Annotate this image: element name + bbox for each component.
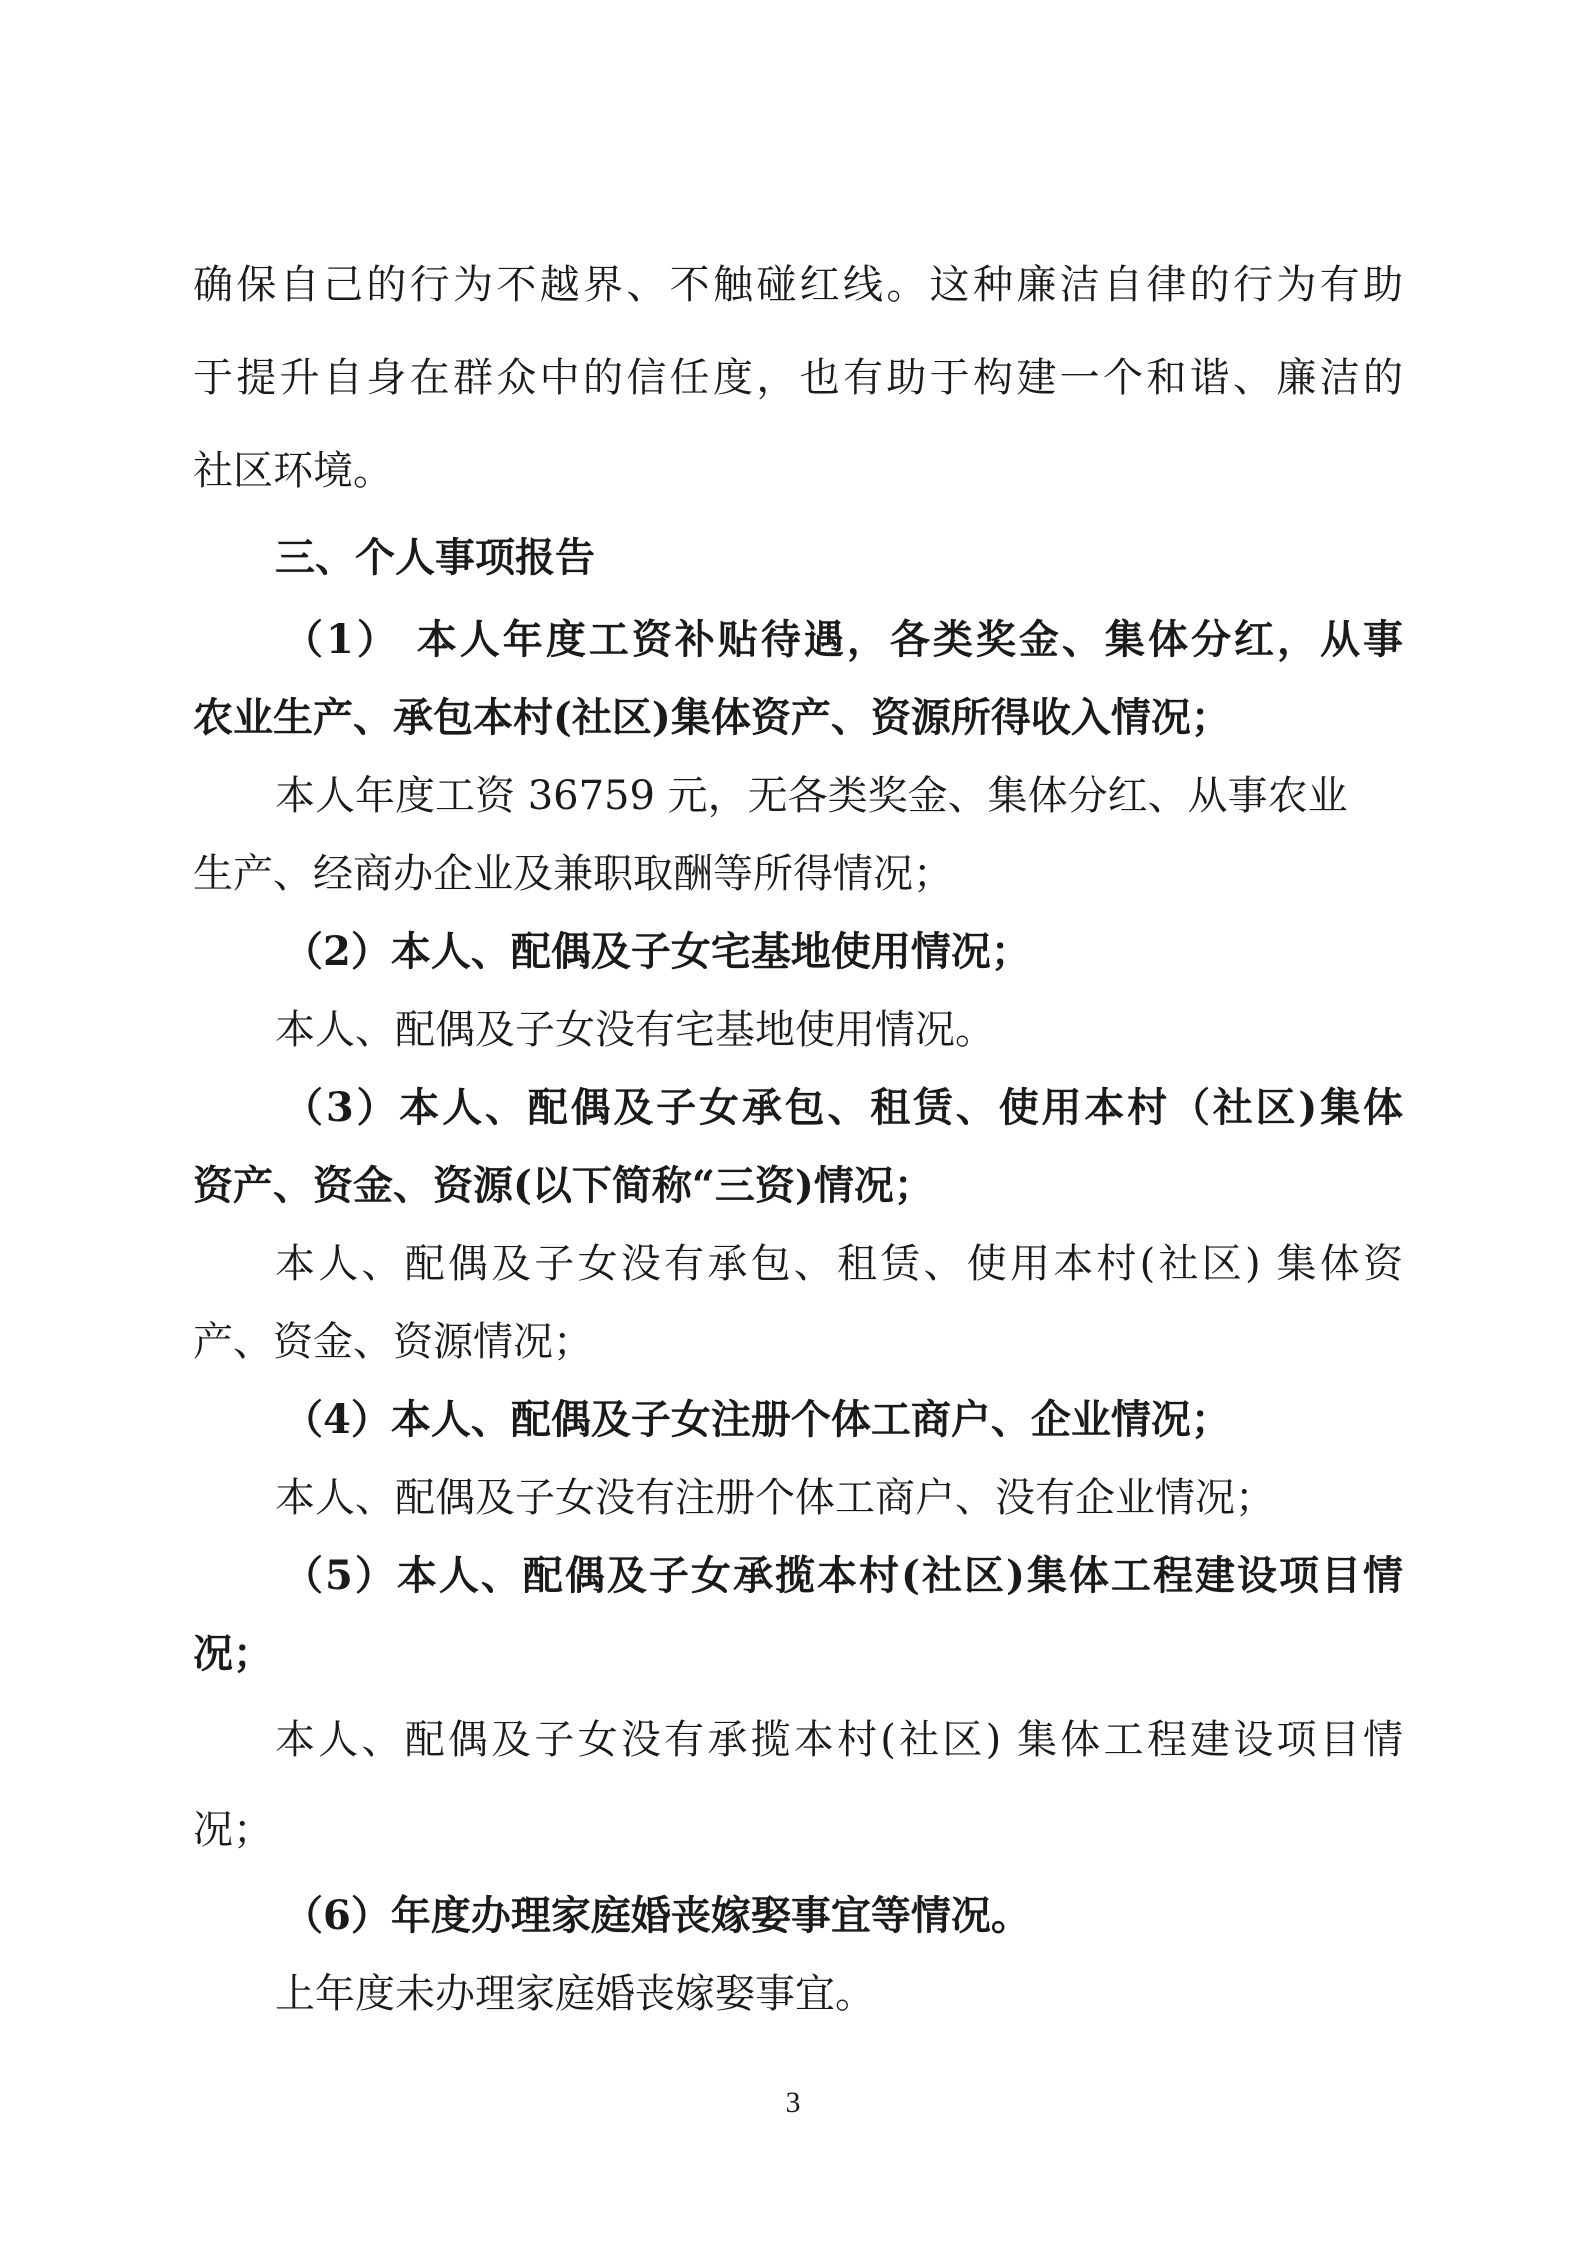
item-1-heading-line-2: 农业生产、承包本村(社区)集体资产、资源所得收入情况； <box>193 694 1231 741</box>
item-1-heading-line-1: （1） 本人年度工资补贴待遇，各类奖金、集体分红，从事 <box>283 616 1403 663</box>
item-2-heading: （2）本人、配偶及子女宅基地使用情况； <box>283 928 1031 975</box>
item-3-answer-line-2: 产、资金、资源情况； <box>193 1319 593 1365</box>
page-number: 3 <box>785 2086 801 2119</box>
item-3-answer-line-1: 本人、配偶及子女没有承包、租赁、使用本村(社区) 集体资 <box>275 1241 1403 1287</box>
item-4-heading: （4）本人、配偶及子女注册个体工商户、企业情况； <box>283 1396 1231 1443</box>
item-5-answer-line-2: 况； <box>193 1807 273 1853</box>
item-1-answer-line-1: 本人年度工资 36759 元，无各类奖金、集体分红、从事农业 <box>275 773 1348 819</box>
item-6-heading: （6）年度办理家庭婚丧嫁娶事宜等情况。 <box>283 1892 1031 1939</box>
item-1-answer-line-2: 生产、经商办企业及兼职取酬等所得情况； <box>193 851 953 897</box>
section-heading: 三、个人事项报告 <box>275 534 595 581</box>
item-5-heading-line-2: 况； <box>193 1630 273 1677</box>
item-6-answer: 上年度未办理家庭婚丧嫁娶事宜。 <box>275 1971 875 2017</box>
item-4-answer: 本人、配偶及子女没有注册个体工商户、没有企业情况； <box>275 1475 1275 1521</box>
item-5-answer-line-1: 本人、配偶及子女没有承揽本村(社区) 集体工程建设项目情 <box>275 1717 1403 1763</box>
item-5-heading-line-1: （5）本人、配偶及子女承揽本村(社区)集体工程建设项目情 <box>283 1552 1403 1599</box>
item-3-heading-line-2: 资产、资金、资源(以下简称“三资)情况； <box>193 1162 934 1209</box>
intro-line-3: 社区环境。 <box>193 448 393 494</box>
item-3-heading-line-1: （3）本人、配偶及子女承包、租赁、使用本村（社区)集体 <box>283 1084 1403 1131</box>
intro-line-1: 确保自己的行为不越界、不触碰红线。这种廉洁自律的行为有助 <box>193 262 1403 308</box>
item-2-answer: 本人、配偶及子女没有宅基地使用情况。 <box>275 1007 995 1053</box>
intro-line-2: 于提升自身在群众中的信任度，也有助于构建一个和谐、廉洁的 <box>193 355 1403 401</box>
